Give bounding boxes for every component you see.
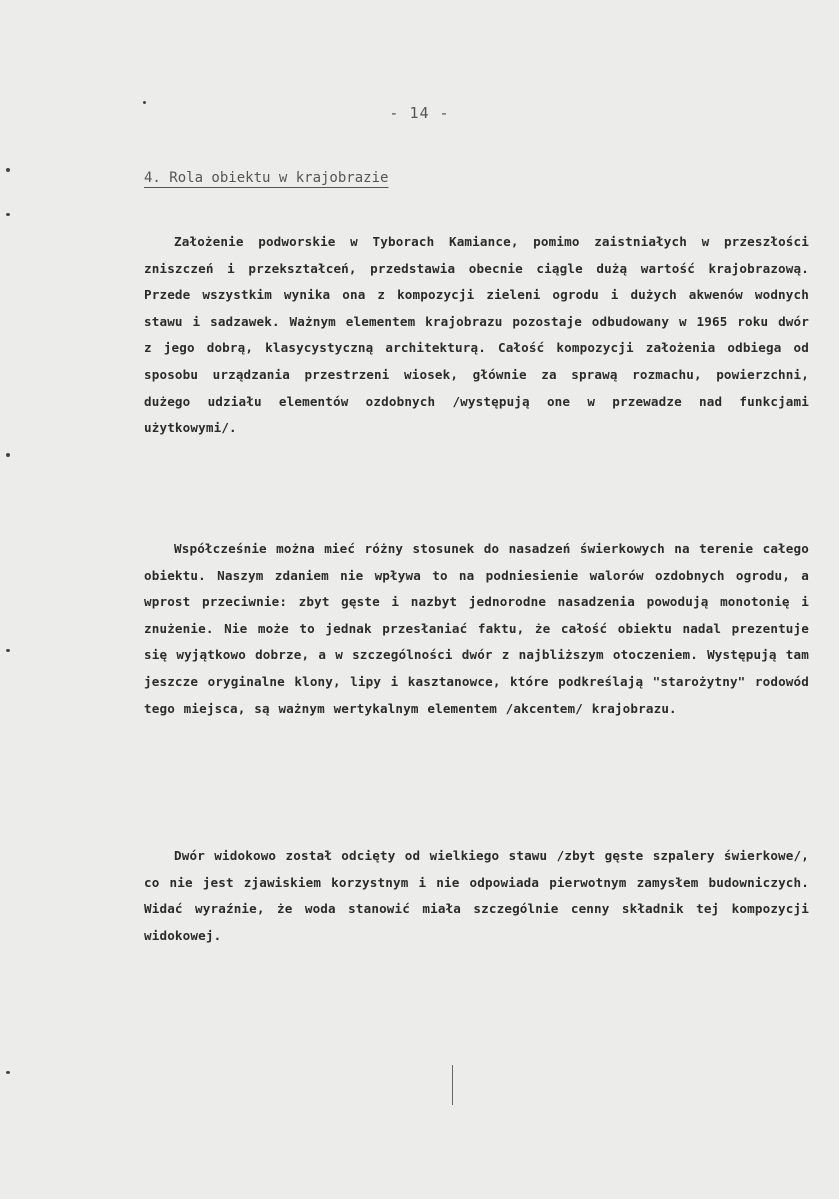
margin-speck	[143, 101, 146, 104]
margin-speck	[6, 168, 10, 172]
paragraph-2	[144, 536, 809, 722]
paragraph-1-text: Założenie podworskie w Tyborach Kamiance, pomimo zaistniałych w przeszłości zniszczeń i przekształceń, przedstawia obecnie ciągle dużą wartość krajobrazową. Przede wszystkim wynika ona z kompozycji zieleni ogrodu i dużych akwenów wodnych stawu i sadzawek. Ważnym elementem krajobrazu pozostaje odbudowany w 1965 roku dwór z jego dobrą, klasycystyczną architekturą. Całość kompozycji założenia odbiega od sposobu urządzania przestrzeni wiosek, głównie za sprawą rozmachu, powierzchni, dużego udziału elementów ozdobnych /występują one w przewadze nad funkcjami użytkowymi/.	[144, 234, 809, 436]
section-heading: 4. Rola obiektu w krajobrazie	[144, 170, 389, 186]
margin-speck	[6, 453, 10, 457]
pencil-mark	[452, 1065, 453, 1105]
margin-speck	[6, 1071, 10, 1074]
page-number: - 14 -	[389, 104, 450, 122]
margin-speck	[6, 649, 10, 652]
margin-speck	[6, 213, 10, 216]
paragraph-3-text: Dwór widokowo został odcięty od wielkiego stawu /zbyt gęste szpalery świerkowe/, co nie jest zjawiskiem korzystnym i nie odpowiada pierwotnym zamysłem budowniczych. Widać wyraźnie, że woda stanowić miała szczególnie cenny składnik tej kompozycji widokowej.	[144, 848, 809, 943]
paragraph-3	[144, 843, 809, 949]
paragraph-1	[144, 229, 809, 442]
paragraph-2-text: Współcześnie można mieć różny stosunek do nasadzeń świerkowych na terenie całego obiektu. Naszym zdaniem nie wpływa to na podniesienie walorów ozdobnych ogrodu, a wprost przeciwnie: zbyt gęste i nazbyt jednorodne nasadzenia powodują monotonię i znużenie. Nie może to jednak przesłaniać faktu, że całość obiektu nadal prezentuje się wyjątkowo dobrze, a w szczególności dwór z najbliższym otoczeniem. Występują tam jeszcze oryginalne klony, lipy i kasztanowce, które podkreślają "starożytny" rodowód tego miejsca, są ważnym wertykalnym elementem /akcentem/ krajobrazu.	[144, 541, 809, 716]
